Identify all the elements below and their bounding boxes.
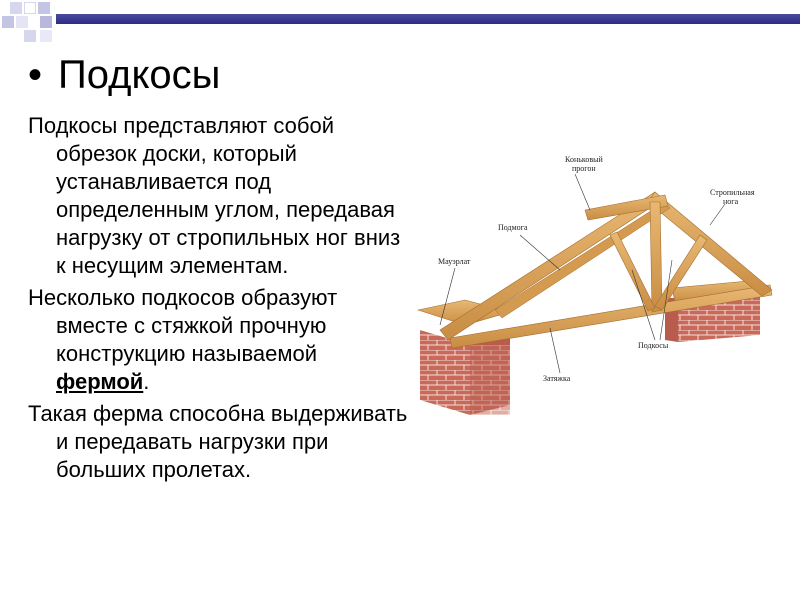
label-ridge-purlin-2: прогон: [572, 164, 596, 173]
label-braces: Подкосы: [638, 341, 669, 350]
paragraph-truss-text: Несколько подкосов образуют вместе с стяжкой прочную конструкцию называемой: [28, 285, 338, 366]
king-post: [650, 202, 662, 312]
label-rafter-1: Стропильная: [710, 188, 755, 197]
label-strut: Подмога: [498, 223, 528, 232]
paragraph-definition: Подкосы представляют собой обрезок доски, который устанавливается под определенным углом, передавая нагрузку от стропильных ног вниз к несущим элементам.: [28, 113, 401, 278]
paragraph-truss-end: .: [143, 369, 150, 394]
label-rafter-2: нога: [723, 197, 739, 206]
label-tie: Затяжка: [543, 374, 571, 383]
term-truss-link[interactable]: фермой: [56, 369, 144, 394]
title-bullet: •: [28, 53, 43, 97]
label-wall-plate: Мауэрлат: [438, 257, 471, 266]
label-ridge-purlin-1: Коньковый: [565, 155, 603, 164]
paragraph-truss: [28, 284, 408, 396]
truss-illustration: [410, 140, 790, 430]
body-text: [28, 112, 408, 488]
title-row: [28, 50, 220, 100]
slide-title: Подкосы: [58, 53, 221, 97]
paragraph-spans: Такая ферма способна выдерживать и передавать нагрузки при больших пролетах.: [28, 401, 408, 482]
title-bar: [56, 14, 800, 24]
